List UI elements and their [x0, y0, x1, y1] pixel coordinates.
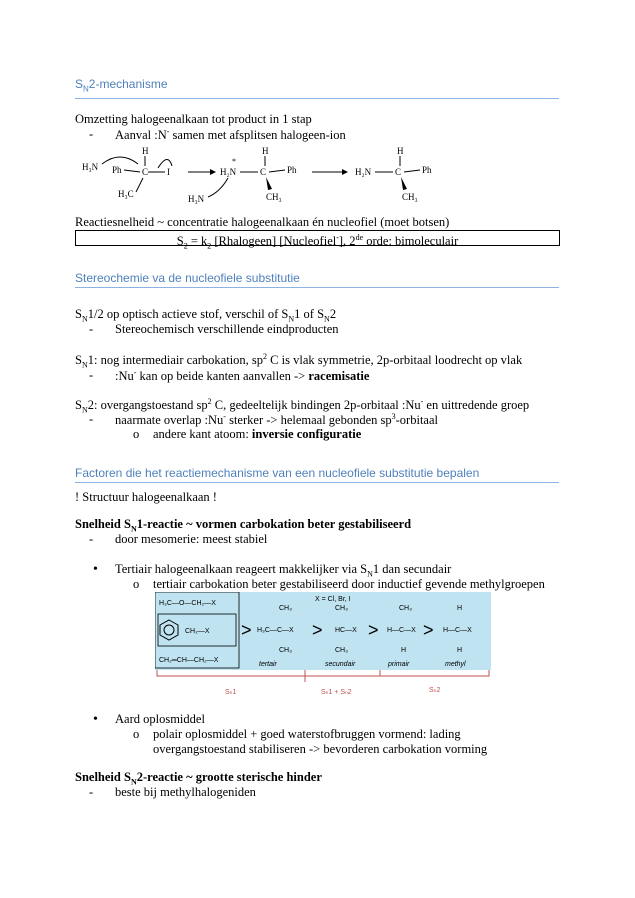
mesomerie-bullet: - door mesomerie: meest stabiel	[115, 532, 267, 547]
mech-c3: C	[395, 167, 402, 177]
gt-symbol-4: >	[423, 620, 434, 640]
gt-symbol-3: >	[368, 620, 379, 640]
mech-ph1: Ph	[112, 165, 122, 175]
stereo-sn2-subbullet: o andere kant atoom: inversie configuratie	[153, 427, 361, 442]
tert-ch3-bottom: CH₃	[279, 647, 292, 654]
stereo-sn2: $S_N2$: overgangstoestand $sp^2$ C, gedeeltelijk bindingen 2p-orbitaal :Nu- en uittredende groep	[75, 397, 530, 415]
tert-ch3-top: CH₃	[279, 605, 292, 612]
attack-arrow	[102, 157, 138, 164]
prim-ch3-top: CH₃	[399, 605, 412, 612]
tertiair-bullet: • Tertiair halogeenalkaan reageert makkelijker via $S_N1$ dan secundair	[115, 562, 451, 579]
stereo-bullet1: - Stereochemisch verschillende eindproducten	[115, 322, 339, 337]
rate-formula-box: $S_2 = k_2$ [Rhalogeen] [Nucleofiel-], 2de orde: bimoleculair	[75, 230, 560, 246]
stereo-line1: $S_N1/2$ op optisch actieve stof, verschil of $S_N1$ of $S_N2$	[75, 307, 337, 324]
stereo-sn2-bullet: - naarmate overlap :Nu- sterker -> helemaal gebonden $sp^3$-orbitaal	[115, 412, 438, 428]
label-tertair: tertair	[259, 661, 277, 668]
solvent-subbullet-2: overgangstoestand stabiliseren -> bevorderen carbokation vorming	[153, 742, 488, 756]
sn1-speed-title: Snelheid $S_N1$-reactie ~ vormen carbokation beter gestabiliseerd	[75, 517, 412, 534]
mech-h2: H	[262, 146, 269, 156]
sn2-intro: Omzetting halogeenalkaan tot product in 1 stap	[75, 112, 312, 126]
gt-symbol-1: >	[241, 620, 252, 640]
mech-h2n-2: H₂N	[355, 167, 372, 177]
tertiair-subbullet: o tertiair carbokation beter gestabiliseerd door inductief gevende methylgroepen	[153, 577, 545, 592]
carbocation-stability-figure	[155, 592, 491, 698]
methyl-bullet: - beste bij methylhalogeniden	[115, 785, 256, 800]
meth-h-bottom: H	[457, 647, 463, 654]
rate-line: Reactiesnelheid ~ concentratie halogeenalkaan én nucleofiel (moet botsen)	[75, 215, 450, 229]
section-heading-sn2: $S_N2$-mechanisme	[75, 77, 559, 99]
prim-formula: H—C—X	[387, 627, 416, 634]
sec-ch3-top: CH₃	[335, 605, 348, 612]
sec-ch3-bottom: CH₃	[335, 647, 348, 654]
tert-formula: H₃C—C—X	[257, 627, 294, 634]
gt-symbol-2: >	[312, 620, 323, 640]
mech-ch3-2: CH₃	[402, 192, 418, 202]
structure-note: ! Structuur halogeenalkaan !	[75, 490, 217, 504]
stereo-sn1-bullet: - :Nu- kan op beide kanten aanvallen -> racemisatie	[115, 368, 369, 384]
mech-h3: H	[397, 146, 404, 156]
mech-ph2: Ph	[287, 165, 297, 175]
bottom-label-sn2: Sₙ2	[429, 687, 441, 694]
mech-ph3: Ph	[422, 165, 432, 175]
sn2-speed-title: Snelheid $S_N2$-reactie ~ grootte sterische hinder	[75, 770, 322, 787]
label-secundair: secundair	[325, 661, 356, 668]
svg-text:*: *	[232, 157, 236, 166]
sn2-bullet: - Aanval :N- samen met afsplitsen halogeen-ion	[115, 127, 346, 143]
stereo-sn1: $S_N1$: nog intermediair carbokation, $sp^2$ C is vlak symmetrie, 2p-orbitaal loodrecht op vlak	[75, 352, 523, 370]
solvent-subbullet-1: o polair oplosmiddel + goed waterstofbruggen vormend: lading	[153, 727, 461, 742]
allyl-formula: CH₂═CH—CH₂—X	[159, 657, 219, 664]
mech-h1: H	[142, 146, 149, 156]
label-methyl: methyl	[445, 661, 466, 668]
section-heading-factors: Factoren die het reactiemechanisme van een nucleofiele substitutie bepalen	[75, 466, 559, 483]
mech-h2n: H₂N	[220, 167, 237, 177]
mech-h3n: H₃N	[82, 162, 99, 172]
meth-h-top: H	[457, 605, 463, 612]
mech-i: I	[167, 167, 170, 177]
mech-c2: C	[260, 167, 267, 177]
section-heading-stereo: Stereochemie va de nucleofiele substitutie	[75, 271, 559, 288]
bracket-mid	[305, 670, 380, 682]
figure-x-label: X = Cl, Br, I	[315, 596, 351, 603]
sec-formula: HC—X	[335, 627, 357, 634]
label-primair: primair	[388, 661, 410, 668]
bracket-sn1	[157, 670, 305, 676]
mech-ch3-1: CH₃	[266, 192, 282, 202]
mech-c1: C	[142, 167, 149, 177]
sn2-mechanism-diagram	[80, 142, 500, 212]
mech-h3c: H₃C	[118, 189, 134, 199]
benzyl-formula: CH₂—X	[185, 628, 210, 635]
bottom-label-mixed: Sₙ1 + Sₙ2	[321, 689, 352, 696]
ether-formula: H₃C—O—CH₂—X	[159, 600, 216, 607]
bottom-label-sn1: Sₙ1	[225, 689, 237, 696]
prim-h-bottom: H	[401, 647, 407, 654]
bracket-sn2	[380, 670, 489, 676]
mech-h3n-2: H₃N	[188, 194, 205, 204]
meth-formula: H—C—X	[443, 627, 472, 634]
solvent-bullet: • Aard oplosmiddel	[115, 712, 205, 727]
